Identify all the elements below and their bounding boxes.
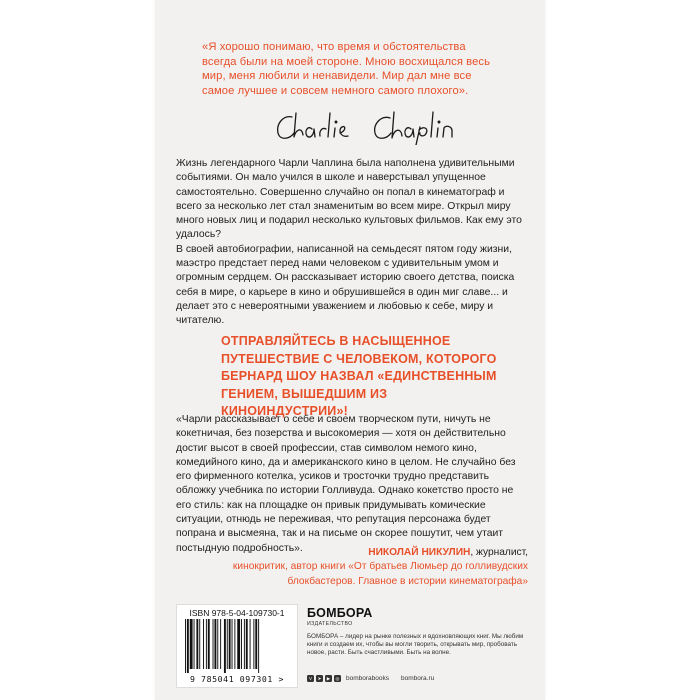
barcode-bar <box>194 619 195 669</box>
barcode-bar <box>241 619 242 669</box>
barcode-bar <box>196 619 198 669</box>
review-author-info: кинокритик, автор книги «От братьев Люмьер до голливудских блокбастеров. Главное в истории кинематографа» <box>232 561 528 587</box>
instagram-icon[interactable]: ◎ <box>335 676 340 681</box>
review-quote: «Чарли рассказывает о себе и своем творческом пути, ничуть не кокетничая, без позерства и высокомерия — хотя он действительно достиг высот в своей профессии, став символом немого кино, комедийного кино, да и американского кино в целом. Не случайно без его фирменного котелка, усиков и тросточки трудно представить обложку учебника по истории Голливуда. Однако кокетство просто не его стиль: как на площадке он привык придумывать комические ситуации, отнюдь не переживая, что репутация персонажа будет попрана и высмеяна, так и на письме он скорее пошутит, чем утаит постыдную подробность». <box>176 414 516 554</box>
telegram-icon[interactable]: ➤ <box>317 676 322 681</box>
isbn-label: ISBN 978-5-04-109730-1 <box>189 608 285 618</box>
barcode-bar <box>203 619 204 669</box>
publisher-description: БОМБОРА – лидер на рынке полезных и вдохновляющих книг. Мы любим книги и создаем их, чтобы вы могли творить, открывать мир, пробовать новое, расти. Быть счастливыми. Быть на волне. <box>307 633 524 657</box>
book-back-cover <box>155 0 545 700</box>
barcode-bar <box>246 619 248 669</box>
barcode-bar <box>185 619 186 673</box>
publisher-website[interactable]: bombora.ru <box>401 675 435 682</box>
barcode-bar <box>208 619 210 669</box>
barcode-panel <box>176 604 298 688</box>
barcode-bar <box>234 619 235 669</box>
description-paragraph: В своей автобиографии, написанной на семьдесят пятом году жизни, маэстро предстает перед нами человеком с удивительным умом и огромным сердцем. Он рассказывает историю своего детства, поиска себя в мире, о карьере в кино и обрушившейся в один миг славе... и делает это с невероятными уважением и любовью к себе, миру и читателю. <box>176 243 515 327</box>
barcode-bar <box>187 619 189 673</box>
description-paragraph: Жизнь легендарного Чарли Чаплина была наполнена удивительными событиями. Он мало учился в школе и наверстывал упущенное самостоятельно. Совершенно случайно он попал в кинематограф и всего за несколько лет стал знаменитым во всем мире. Открыл миру много новых лиц и подарил несколько культовых фильмов. Как ему это удалось? <box>176 158 522 241</box>
barcode-bar <box>253 619 254 669</box>
barcode-bar <box>250 619 251 669</box>
barcode-bar <box>229 619 231 669</box>
book-description <box>176 157 528 329</box>
barcode-bar <box>199 619 200 669</box>
barcode-bar <box>224 619 226 673</box>
barcode-bar <box>217 619 218 669</box>
barcode-bar <box>237 619 240 669</box>
vk-icon[interactable]: V <box>308 676 312 681</box>
barcode-bar <box>258 619 259 673</box>
chaplin-signature <box>270 109 510 145</box>
barcode-bar <box>213 619 214 669</box>
publisher-contacts <box>307 674 434 683</box>
review-author-role: , журналист, <box>470 547 528 558</box>
publisher-logo: БОМБОРА <box>307 606 373 620</box>
youtube-icon[interactable]: ▶ <box>326 676 331 681</box>
barcode-bar <box>227 619 228 669</box>
barcode-bar <box>232 619 233 669</box>
social-handle[interactable]: bomborabooks <box>346 675 389 682</box>
barcode-bar <box>214 619 216 669</box>
barcode-bar <box>220 619 221 669</box>
publisher-subtitle: ИЗДАТЕЛЬСТВО <box>307 621 353 627</box>
barcode-bar <box>244 619 245 669</box>
barcode-bar <box>206 619 207 669</box>
review-attribution <box>176 546 528 589</box>
review-author-name: НИКОЛАЙ НИКУЛИН <box>368 547 471 558</box>
barcode-digits: 9 785041 097301 > <box>190 674 284 684</box>
promo-headline: ОТПРАВЛЯЙТЕСЬ В НАСЫЩЕННОЕ ПУТЕШЕСТВИЕ С ЧЕЛОВЕКОМ, КОТОРОГО БЕРНАРД ШОУ НАЗВАЛ «ЕДИНСТВЕННЫМ ГЕНИЕМ, ВЫШЕДШИМ ИЗ КИНОИНДУСТРИИ»! <box>221 334 497 418</box>
barcode-bar <box>190 619 193 669</box>
epigraph-quote: «Я хорошо понимаю, что время и обстоятельства всегда были на моей стороне. Мною восхищался весь мир, меня любили и ненавидели. Мир дал мне все самое лучшее и совсем немного самого плохого». <box>202 41 491 97</box>
barcode-bar <box>255 619 257 669</box>
barcode-image <box>185 619 289 673</box>
